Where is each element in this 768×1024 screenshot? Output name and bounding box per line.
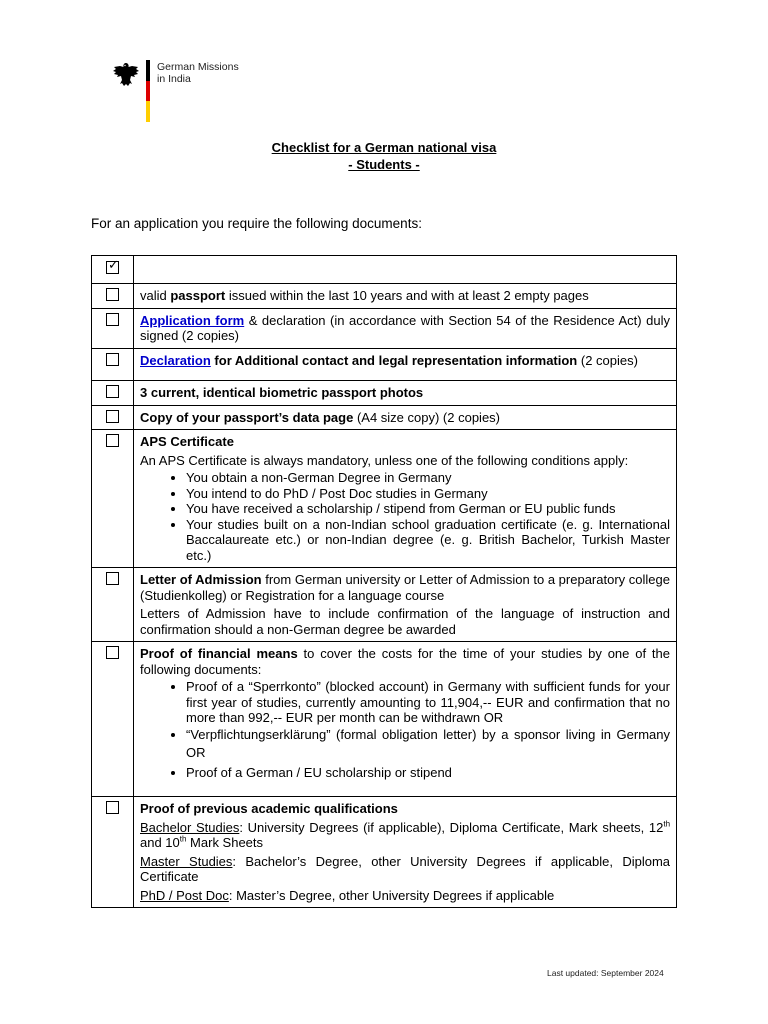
- application-form-link[interactable]: Application form: [140, 312, 245, 328]
- intro-text: For an application you require the following documents:: [91, 216, 422, 231]
- master-text: : Bachelor’s Degree, other University Degrees if applicable, Diploma Certificate: [140, 853, 671, 884]
- declaration-bold: for Additional contact and legal representation information: [210, 352, 578, 368]
- financial-bold: Proof of financial means: [140, 646, 298, 661]
- checklist-row-data-page: [92, 405, 677, 430]
- checkbox-admission[interactable]: [106, 572, 119, 585]
- german-missions-logo: [112, 60, 312, 122]
- admission-text: from German university or Letter of Admission to a preparatory college (Studienkolleg) or Registration for a language course: [140, 572, 670, 603]
- checked-checkbox-icon[interactable]: [106, 261, 119, 274]
- checklist-row-declaration: [92, 348, 677, 381]
- flag-stripe-red: [146, 81, 150, 102]
- aps-text: An APS Certificate is always mandatory, unless one of the following conditions apply:: [140, 452, 629, 468]
- checklist-row-academic: [92, 797, 677, 908]
- list-item: • Your studies built on a non-Indian school graduation certificate (e. g. International Baccalaureate etc.) or non-Indian degree (e. g. British Bachelor, Turkish Master etc.): [186, 517, 670, 564]
- list-item: • Proof of a German / EU scholarship or stipend: [186, 765, 670, 781]
- title-line-1: Checklist for a German national visa: [271, 140, 497, 155]
- admission-bold: Letter of Admission: [140, 572, 262, 587]
- list-item: • You obtain a non-German Degree in Germany: [186, 470, 670, 486]
- checkbox-financial[interactable]: [106, 646, 119, 659]
- checklist-row-financial: [92, 642, 677, 797]
- list-item: • You intend to do PhD / Post Doc studies in Germany: [186, 486, 670, 502]
- title-line-2: - Students -: [348, 157, 420, 172]
- aps-conditions-list: [140, 470, 670, 563]
- checklist-row-aps: [92, 430, 677, 568]
- checkbox-application-form[interactable]: [106, 313, 119, 326]
- logo-line-1: German Missions: [157, 61, 239, 73]
- checkbox-photos[interactable]: [106, 385, 119, 398]
- list-item: • You have received a scholarship / stipend from German or EU public funds: [186, 501, 670, 517]
- checklist-row-admission: [92, 568, 677, 642]
- bachelor-requirements: [140, 820, 670, 851]
- application-form-text: & declaration (in accordance with Section 54 of the Residence Act) duly signed (2 copies): [140, 312, 670, 343]
- logo-text: [157, 61, 239, 85]
- bachelor-sup-1: th: [663, 819, 671, 829]
- bachelor-sup-2: th: [179, 834, 187, 844]
- checklist-row-passport: [92, 284, 677, 309]
- last-updated: Last updated: September 2024: [547, 968, 664, 978]
- phd-label: PhD / Post Doc: [140, 887, 229, 903]
- data-page-bold: Copy of your passport’s data page: [140, 409, 354, 425]
- declaration-text: (2 copies): [577, 352, 638, 368]
- german-flag-stripe: [146, 60, 150, 122]
- list-item: • “Verpflichtungserklärung” (formal obligation letter) by a sponsor living in Germany OR: [186, 726, 670, 762]
- list-item: • Proof of a “Sperrkonto” (blocked account) in Germany with sufficient funds for your first year of studies, currently amounting to 11,904,-- EUR and confirmation that no more than 992,-- EUR per month can be withdrawn OR: [186, 679, 670, 726]
- document-checklist-table: [91, 255, 677, 908]
- aps-heading: APS Certificate: [140, 434, 234, 449]
- bachelor-label: Bachelor Studies: [140, 819, 240, 835]
- phd-text: : Master’s Degree, other University Degrees if applicable: [228, 887, 555, 903]
- photos-bold: 3 current, identical biometric passport photos: [140, 385, 424, 400]
- master-label: Master Studies: [140, 853, 233, 869]
- bachelor-tail: Mark Sheets: [186, 835, 264, 850]
- passport-pre: valid: [140, 288, 171, 303]
- passport-text: issued within the last 10 years and with at least 2 empty pages: [225, 288, 589, 303]
- checkbox-passport[interactable]: [106, 288, 119, 301]
- financial-text: to cover the costs for the time of your studies by one of the following documents:: [140, 646, 670, 677]
- checkbox-aps[interactable]: [106, 434, 119, 447]
- federal-eagle-icon: [112, 62, 140, 88]
- checkbox-data-page[interactable]: [106, 410, 119, 423]
- financial-options-list: [140, 679, 670, 780]
- master-requirements: [140, 854, 670, 885]
- flag-stripe-gold: [146, 101, 150, 122]
- flag-stripe-black: [146, 60, 150, 81]
- passport-bold: passport: [170, 288, 226, 303]
- admission-note: Letters of Admission have to include confirmation of the language of instruction and confirmation should a non-German degree be awarded: [140, 606, 670, 637]
- document-title: [0, 139, 768, 173]
- checklist-header-row: [92, 256, 677, 284]
- phd-requirements: [140, 888, 670, 904]
- logo-line-2: in India: [157, 73, 191, 85]
- checklist-row-application-form: [92, 308, 677, 348]
- data-page-text: (A4 size copy) (2 copies): [353, 409, 501, 425]
- academic-heading: Proof of previous academic qualifications: [140, 801, 398, 816]
- declaration-link[interactable]: Declaration: [140, 352, 211, 368]
- bachelor-and: and 10: [140, 835, 180, 850]
- checkbox-declaration[interactable]: [106, 353, 119, 366]
- checklist-row-photos: [92, 381, 677, 406]
- checkbox-academic[interactable]: [106, 801, 119, 814]
- bachelor-text: : University Degrees (if applicable), Diploma Certificate, Mark sheets, 12: [239, 819, 664, 835]
